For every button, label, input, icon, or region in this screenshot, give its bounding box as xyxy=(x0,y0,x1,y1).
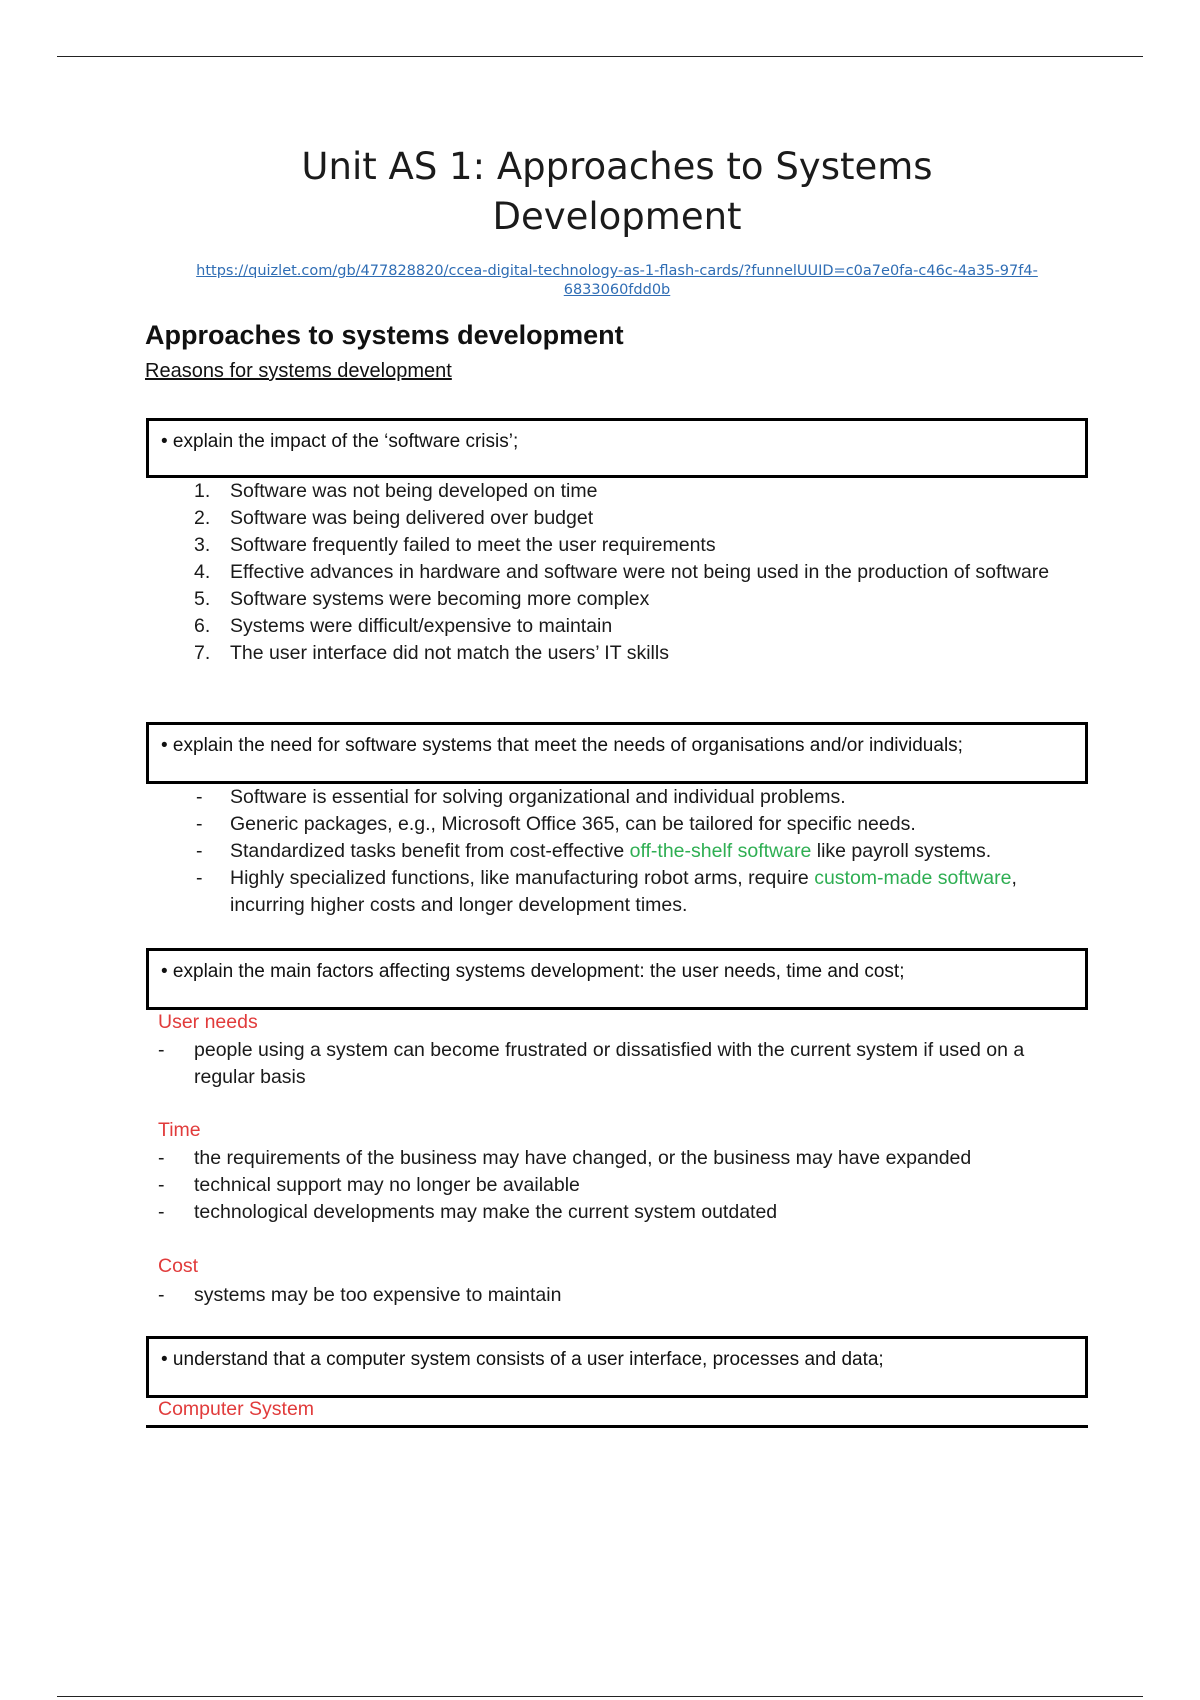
list-item: - technical support may no longer be available xyxy=(194,1172,1074,1199)
list-item: - Highly specialized functions, like manufacturing robot arms, require custom-made software, incurring higher costs and longer development times. xyxy=(196,867,1017,916)
objective-text: • explain the impact of the ‘software crisis’; xyxy=(161,431,519,452)
list-item: 7. The user interface did not match the users’ IT skills xyxy=(230,640,1050,667)
dash-marker: - xyxy=(158,1201,165,1223)
computer-system-rule xyxy=(146,1425,1088,1428)
user-needs-label: User needs xyxy=(158,1011,258,1033)
objective-box-software-need xyxy=(146,722,1088,784)
dash-marker: - xyxy=(158,1284,165,1306)
highlight-custom-made: custom-made software xyxy=(814,867,1012,889)
page-title xyxy=(0,142,1200,242)
list-number: 6. xyxy=(194,615,211,637)
list-number: 5. xyxy=(194,588,211,610)
page-bottom-rule xyxy=(57,1696,1143,1697)
list-item: 2. Software was being delivered over budget xyxy=(230,505,1050,532)
time-label: Time xyxy=(158,1119,201,1141)
list-item: - Standardized tasks benefit from cost-effective off-the-shelf software like payroll systems. xyxy=(230,838,1070,865)
list-item: - people using a system can become frustrated or dissatisfied with the current system if used on a regular basis xyxy=(158,1039,1025,1088)
dash-marker: - xyxy=(196,840,203,862)
quizlet-link[interactable] xyxy=(147,262,1087,300)
title-line-1: Unit AS 1: Approaches to Systems xyxy=(301,145,933,188)
time-list xyxy=(158,1145,1074,1226)
software-crisis-list xyxy=(194,478,1050,667)
highlight-off-the-shelf: off-the-shelf software xyxy=(629,840,812,862)
objective-box-computer-system xyxy=(146,1336,1088,1398)
title-line-2: Development xyxy=(492,195,742,238)
dash-marker: - xyxy=(196,867,203,889)
list-number: 3. xyxy=(194,534,211,556)
dash-marker: - xyxy=(158,1147,165,1169)
list-item: 3. Software frequently failed to meet the user requirements xyxy=(230,532,1050,559)
software-need-list xyxy=(196,784,1070,919)
dash-marker: - xyxy=(158,1174,165,1196)
dash-marker: - xyxy=(196,813,203,835)
list-item: 4. Effective advances in hardware and software were not being used in the production of software xyxy=(230,559,1050,586)
list-item: - technological developments may make the current system outdated xyxy=(194,1199,1074,1226)
section-subheading: Reasons for systems development xyxy=(145,360,452,382)
objective-text: • understand that a computer system consists of a user interface, processes and data; xyxy=(161,1349,884,1370)
dash-marker: - xyxy=(158,1039,165,1061)
objective-text: • explain the main factors affecting systems development: the user needs, time and cost; xyxy=(161,961,905,982)
list-number: 2. xyxy=(194,507,211,529)
section-heading: Approaches to systems development xyxy=(145,320,624,350)
cost-list xyxy=(158,1282,1074,1309)
list-item: - Software is essential for solving organizational and individual problems. xyxy=(230,784,1070,811)
quizlet-link-line-2[interactable]: 6833060fdd0b xyxy=(563,282,671,298)
list-item: - Generic packages, e.g., Microsoft Office 365, can be tailored for specific needs. xyxy=(230,811,1070,838)
page-top-rule xyxy=(57,56,1143,57)
cost-label: Cost xyxy=(158,1255,199,1277)
list-item: 6. Systems were difficult/expensive to maintain xyxy=(230,613,1050,640)
list-item: 5. Software systems were becoming more complex xyxy=(230,586,1050,613)
user-needs-list xyxy=(158,1037,1074,1091)
objective-box-factors xyxy=(146,948,1088,1010)
list-number: 1. xyxy=(194,480,211,502)
objective-text: • explain the need for software systems that meet the needs of organisations and/or individuals; xyxy=(161,735,963,756)
list-item: - the requirements of the business may have changed, or the business may have expanded xyxy=(194,1145,1074,1172)
quizlet-link-line-1[interactable]: https://quizlet.com/gb/477828820/ccea-digital-technology-as-1-flash-cards/?funnelUUID=c0a7e0fa-c46c-4a35-97f4- xyxy=(196,263,1038,279)
list-item: 1. Software was not being developed on time xyxy=(230,478,1050,505)
computer-system-label: Computer System xyxy=(158,1398,315,1420)
dash-marker: - xyxy=(196,786,203,808)
objective-box-software-crisis xyxy=(146,418,1088,478)
list-item: - systems may be too expensive to maintain xyxy=(194,1282,1074,1309)
list-number: 4. xyxy=(194,561,211,583)
list-number: 7. xyxy=(194,642,211,664)
